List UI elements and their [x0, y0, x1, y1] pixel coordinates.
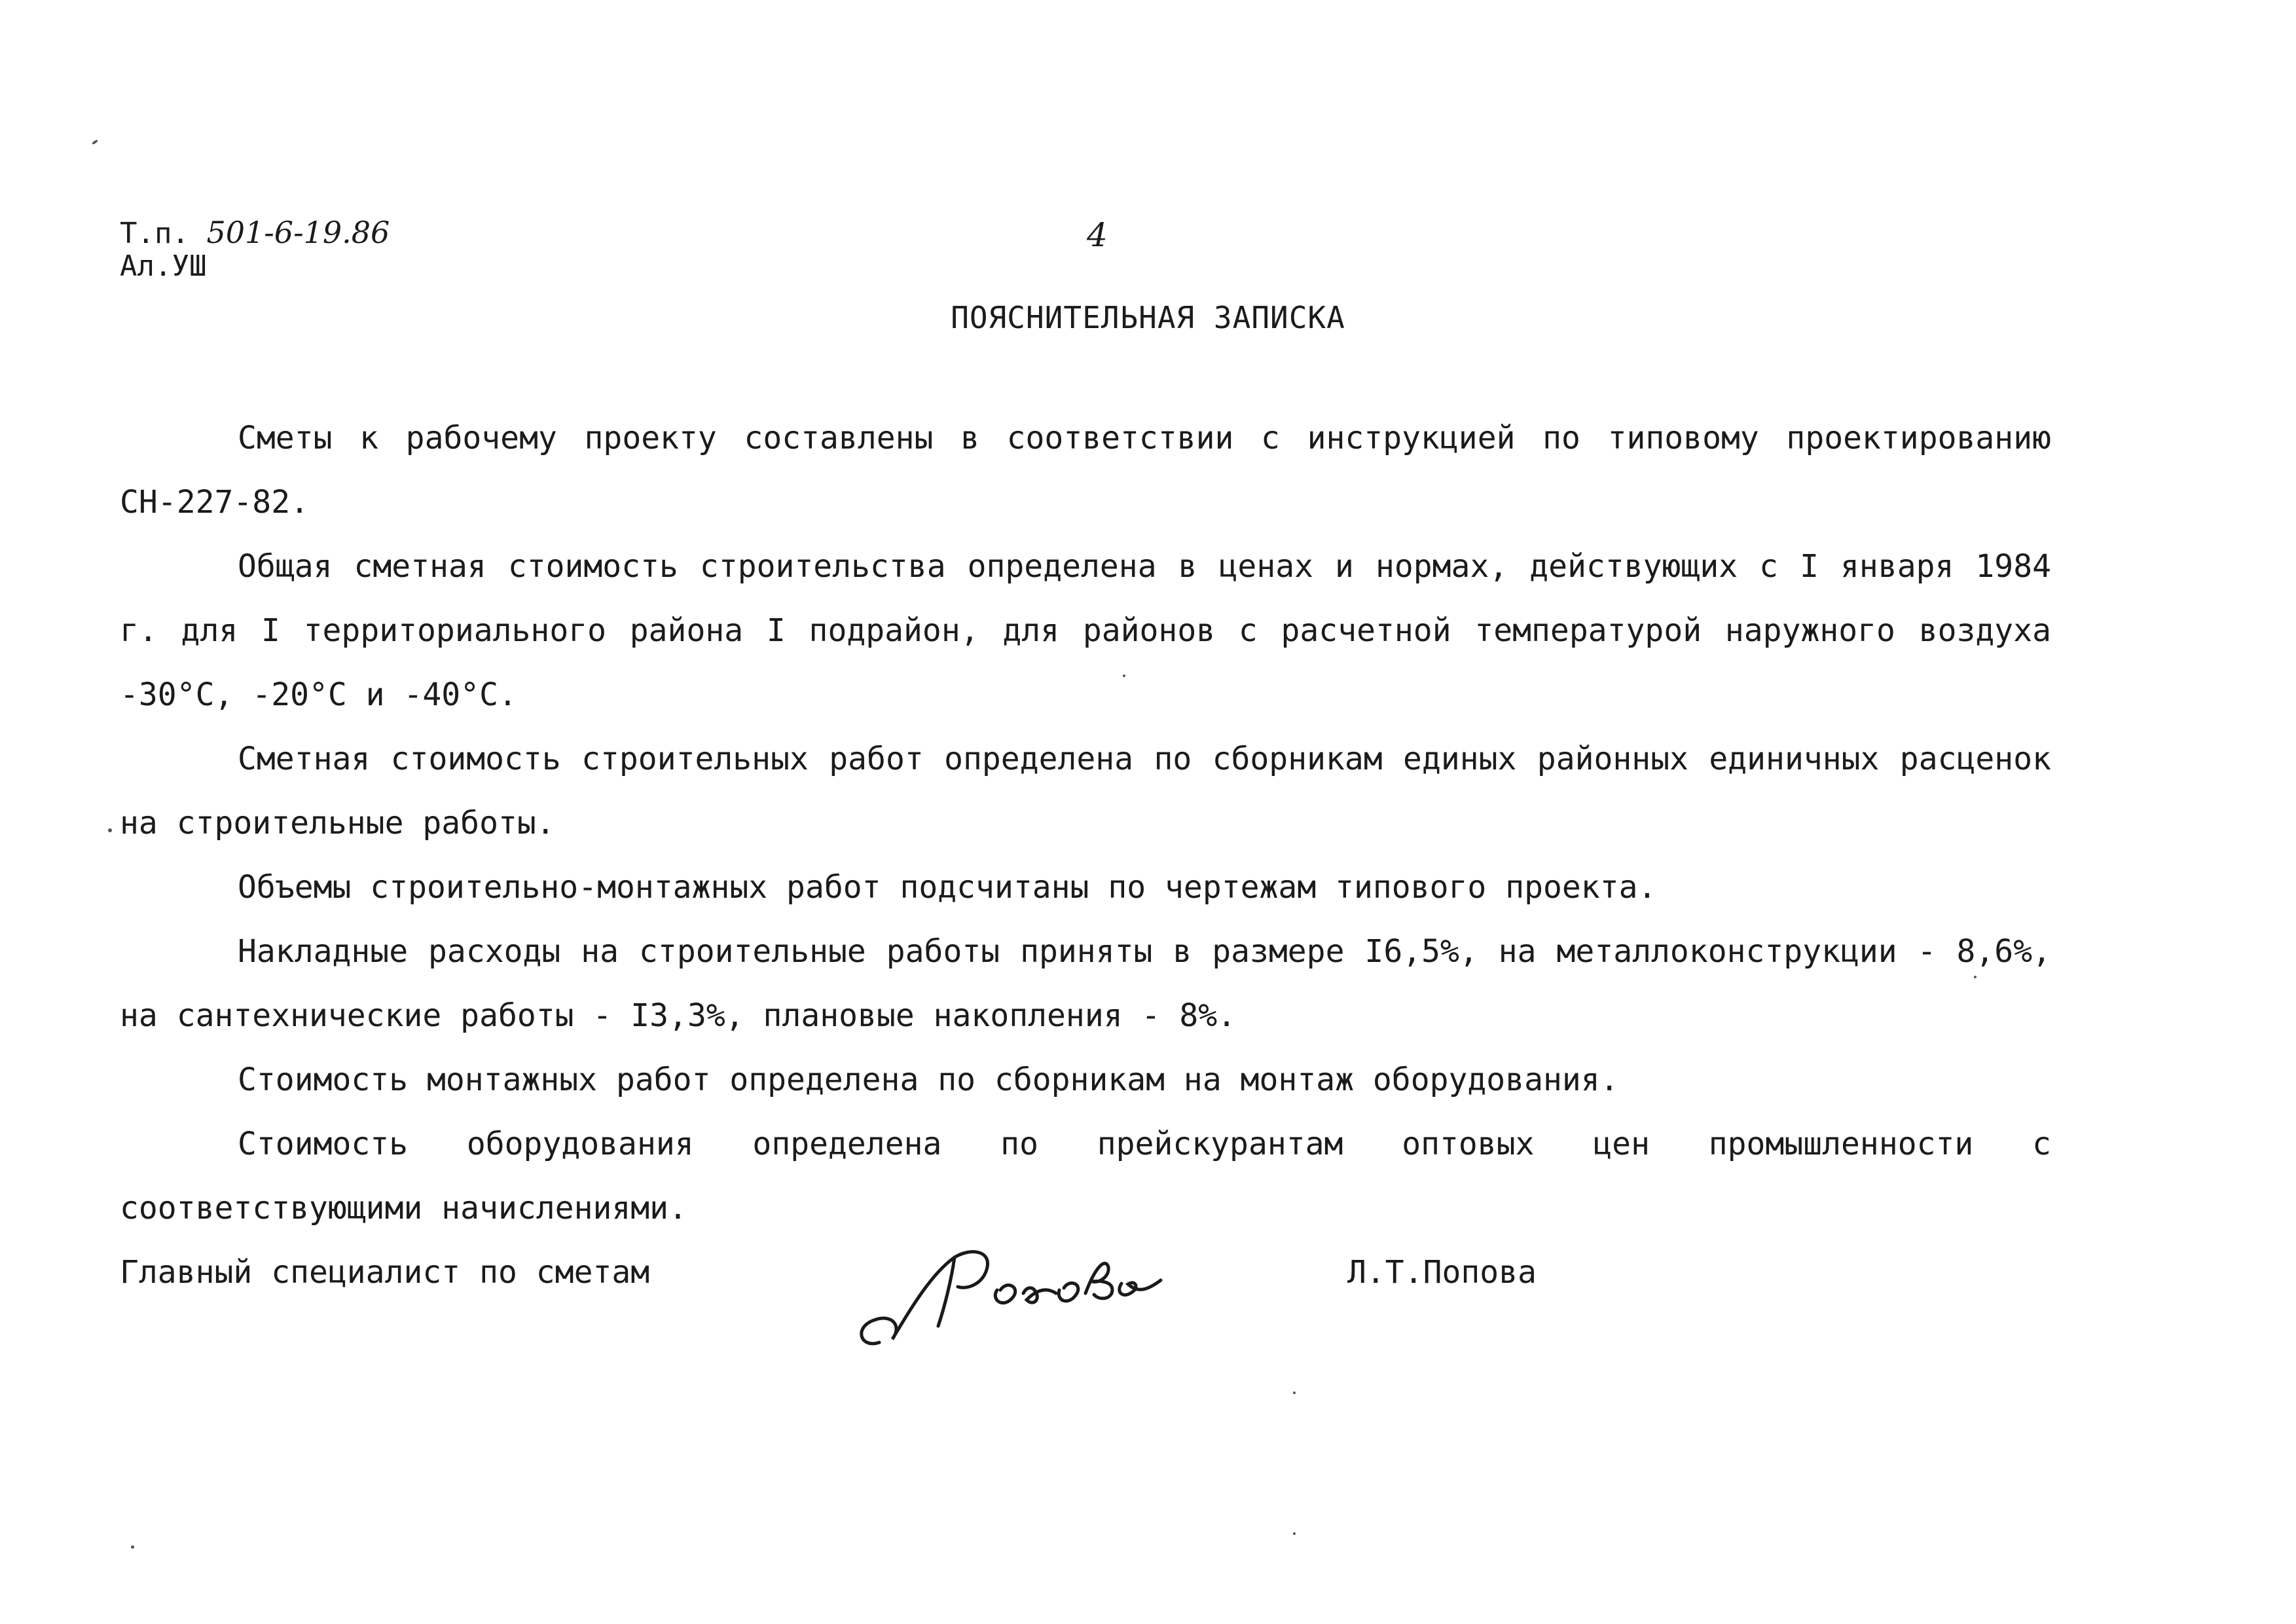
paragraph: Общая сметная стоимость строительства определена в ценах и нормах, действующих с I января 1984 г. для I территориального района I подрайон, для районов с расчетной температурой наружного воздуха -30°C, -20°C и -40°C. — [120, 548, 2051, 713]
paragraph: Сметы к рабочему проекту составлены в соответствии с инструкцией по типовому проектированию СН-227-82. — [120, 420, 2051, 521]
page-title: ПОЯСНИТЕЛЬНАЯ ЗАПИСКА — [951, 300, 1345, 335]
handwritten-signature — [840, 1228, 1246, 1359]
paragraph: Объемы строительно-монтажных работ подсчитаны по чертежам типового проекта. — [238, 869, 1657, 906]
paragraph: Сметная стоимость строительных работ определена по сборникам единых районных единичных расценок на строительные работы. — [120, 741, 2051, 841]
ref-number: 501-6-19.86 — [206, 215, 390, 250]
album-label: Ал.УШ — [120, 249, 207, 283]
signature-block — [120, 1247, 2084, 1346]
scan-speck — [131, 1545, 134, 1549]
signatory-role: Главный специалист по сметам — [120, 1254, 650, 1291]
document-body — [120, 406, 2051, 1240]
scan-speck — [92, 139, 98, 145]
signatory-name: Л.Т.Попова — [1347, 1254, 1537, 1291]
scan-speck — [1293, 1392, 1296, 1394]
scan-speck — [1293, 1532, 1296, 1535]
header-reference — [120, 216, 390, 283]
page-number: 4 — [1087, 216, 1108, 254]
paragraph: Стоимость оборудования определена по прейскурантам оптовых цен промышленности с соответствующими начислениями. — [120, 1126, 2051, 1227]
ref-label: Т.п. — [120, 217, 189, 250]
scan-speck — [108, 828, 112, 832]
scan-speck — [1974, 976, 1977, 978]
project-reference — [120, 216, 390, 250]
scan-speck — [1123, 674, 1125, 677]
paragraph: Стоимость монтажных работ определена по сборникам на монтаж оборудования. — [238, 1061, 1619, 1098]
paragraph: Накладные расходы на строительные работы приняты в размере I6,5%, на металлоконструкции - 8,6%, на сантехнические работы - I3,3%, плановые накопления - 8%. — [120, 933, 2051, 1034]
